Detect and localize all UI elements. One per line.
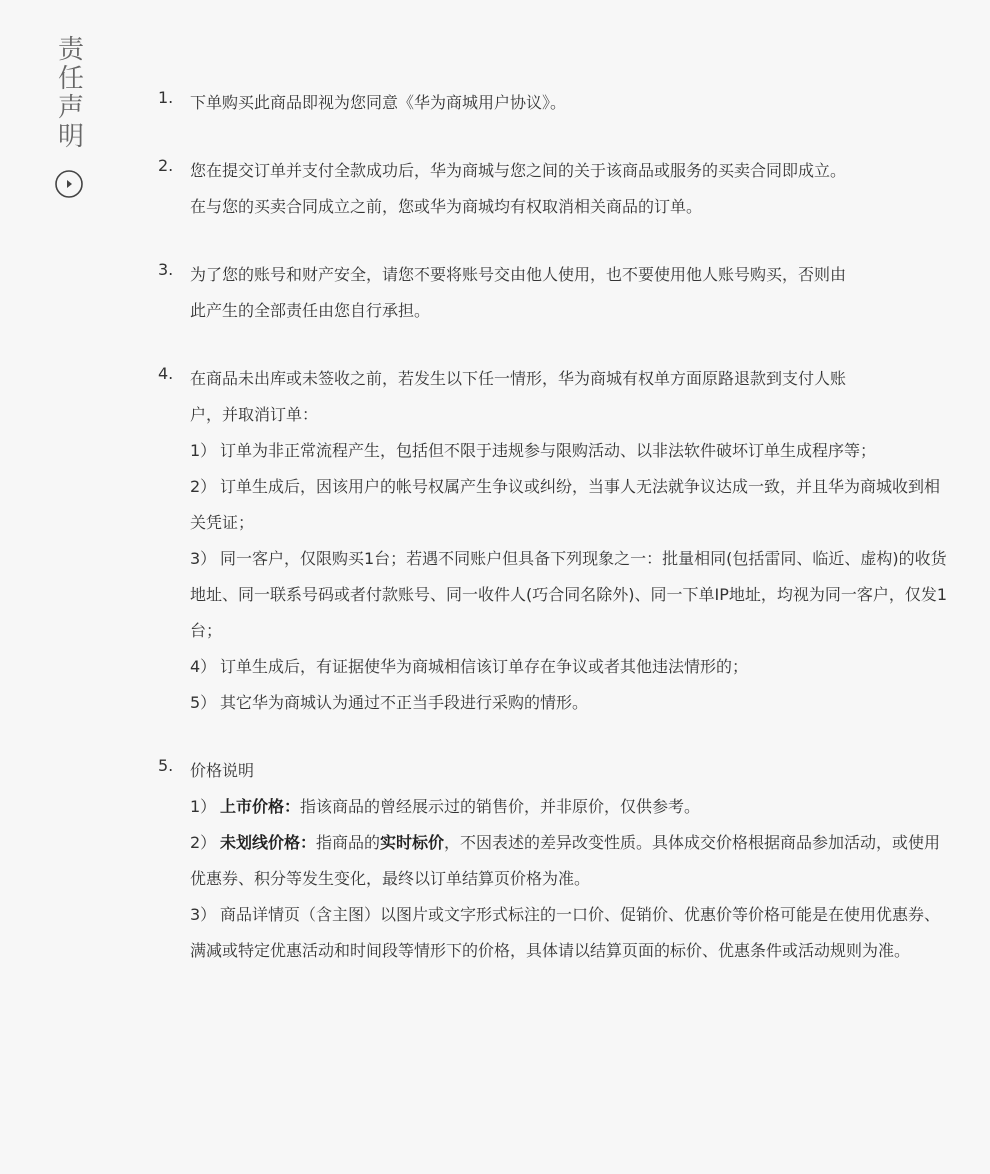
sub-label: 4） [190, 657, 217, 676]
sub-item [190, 541, 948, 649]
item-number: 5. [158, 756, 174, 775]
item-text: 价格说明 [190, 761, 255, 780]
title-char: 明 [57, 122, 84, 152]
item-number: 1. [158, 88, 174, 107]
sub-label: 2） [190, 477, 217, 496]
sub-item [190, 649, 948, 685]
item-number: 4. [158, 364, 174, 383]
item-number: 2. [158, 156, 174, 175]
sub-item [190, 685, 948, 721]
sub-label: 5） [190, 693, 217, 712]
play-circle-icon[interactable] [55, 170, 83, 198]
item-number: 3. [158, 260, 174, 279]
sub-bold: 实时标价 [380, 833, 445, 852]
sub-label: 2） [190, 833, 217, 852]
sub-item [190, 897, 948, 969]
sub-text: 指该商品的曾经展示过的销售价，并非原价，仅供参考。 [300, 797, 701, 816]
sub-bold: 未划线价格： [220, 833, 317, 852]
list-item [158, 361, 948, 721]
title-char: 责 [57, 35, 84, 65]
sub-text: 订单生成后，因该用户的帐号权属产生争议或纠纷，当事人无法就争议达成一致，并且华为商城收到相关凭证； [190, 477, 941, 532]
sub-text: 其它华为商城认为通过不正当手段进行采购的情形。 [220, 693, 589, 712]
list-item [158, 257, 948, 329]
sub-text: 订单生成后，有证据使华为商城相信该订单存在争议或者其他违法情形的； [220, 657, 749, 676]
list-item [158, 153, 948, 225]
sub-item [190, 789, 948, 825]
sub-item [190, 469, 948, 541]
item-text: 下单购买此商品即视为您同意《华为商城用户协议》。 [190, 93, 567, 112]
sub-text: 订单为非正常流程产生，包括但不限于违规参与限购活动、以非法软件破坏订单生成程序等； [220, 441, 877, 460]
sub-text: 商品详情页（含主图）以图片或文字形式标注的一口价、促销价、优惠价等价格可能是在使用优惠券、满减或特定优惠活动和时间段等情形下的价格，具体请以结算页面的标价、优惠条件或活动规则为准。 [190, 905, 941, 960]
sub-text: ，不因表述的差异改变性质。具体成交价格根据商品参加活动，或使用优惠券、积分等发生变化，最终以订单结算页价格为准。 [190, 833, 941, 888]
sub-bold: 上市价格： [220, 797, 301, 816]
sub-item [190, 433, 948, 469]
title-char: 声 [57, 93, 84, 123]
sub-item [190, 825, 948, 897]
sub-label: 1） [190, 441, 217, 460]
list-item [158, 753, 948, 969]
disclaimer-content [158, 90, 948, 1006]
sub-text: 指商品的 [316, 833, 381, 852]
item-text: 为了您的账号和财产安全，请您不要将账号交由他人使用，也不要使用他人账号购买，否则由此产生的全部责任由您自行承担。 [190, 265, 847, 320]
item-text: 在商品未出库或未签收之前，若发生以下任一情形，华为商城有权单方面原路退款到支付人账户，并取消订单： [190, 369, 847, 424]
list-item [158, 85, 948, 121]
item-text: 您在提交订单并支付全款成功后，华为商城与您之间的关于该商品或服务的买卖合同即成立。在与您的买卖合同成立之前，您或华为商城均有权取消相关商品的订单。 [190, 161, 847, 216]
sub-text: 同一客户，仅限购买1台；若遇不同账户但具备下列现象之一：批量相同(包括雷同、临近、虚构)的收货地址、同一联系号码或者付款账号、同一收件人(巧合同名除外)、同一下单IP地址，均视为同一客户，仅发1台； [190, 549, 948, 640]
sub-label: 3） [190, 905, 217, 924]
title-char: 任 [57, 64, 84, 94]
sub-label: 1） [190, 797, 217, 816]
disclaimer-title [56, 36, 86, 152]
sub-label: 3） [190, 549, 217, 568]
